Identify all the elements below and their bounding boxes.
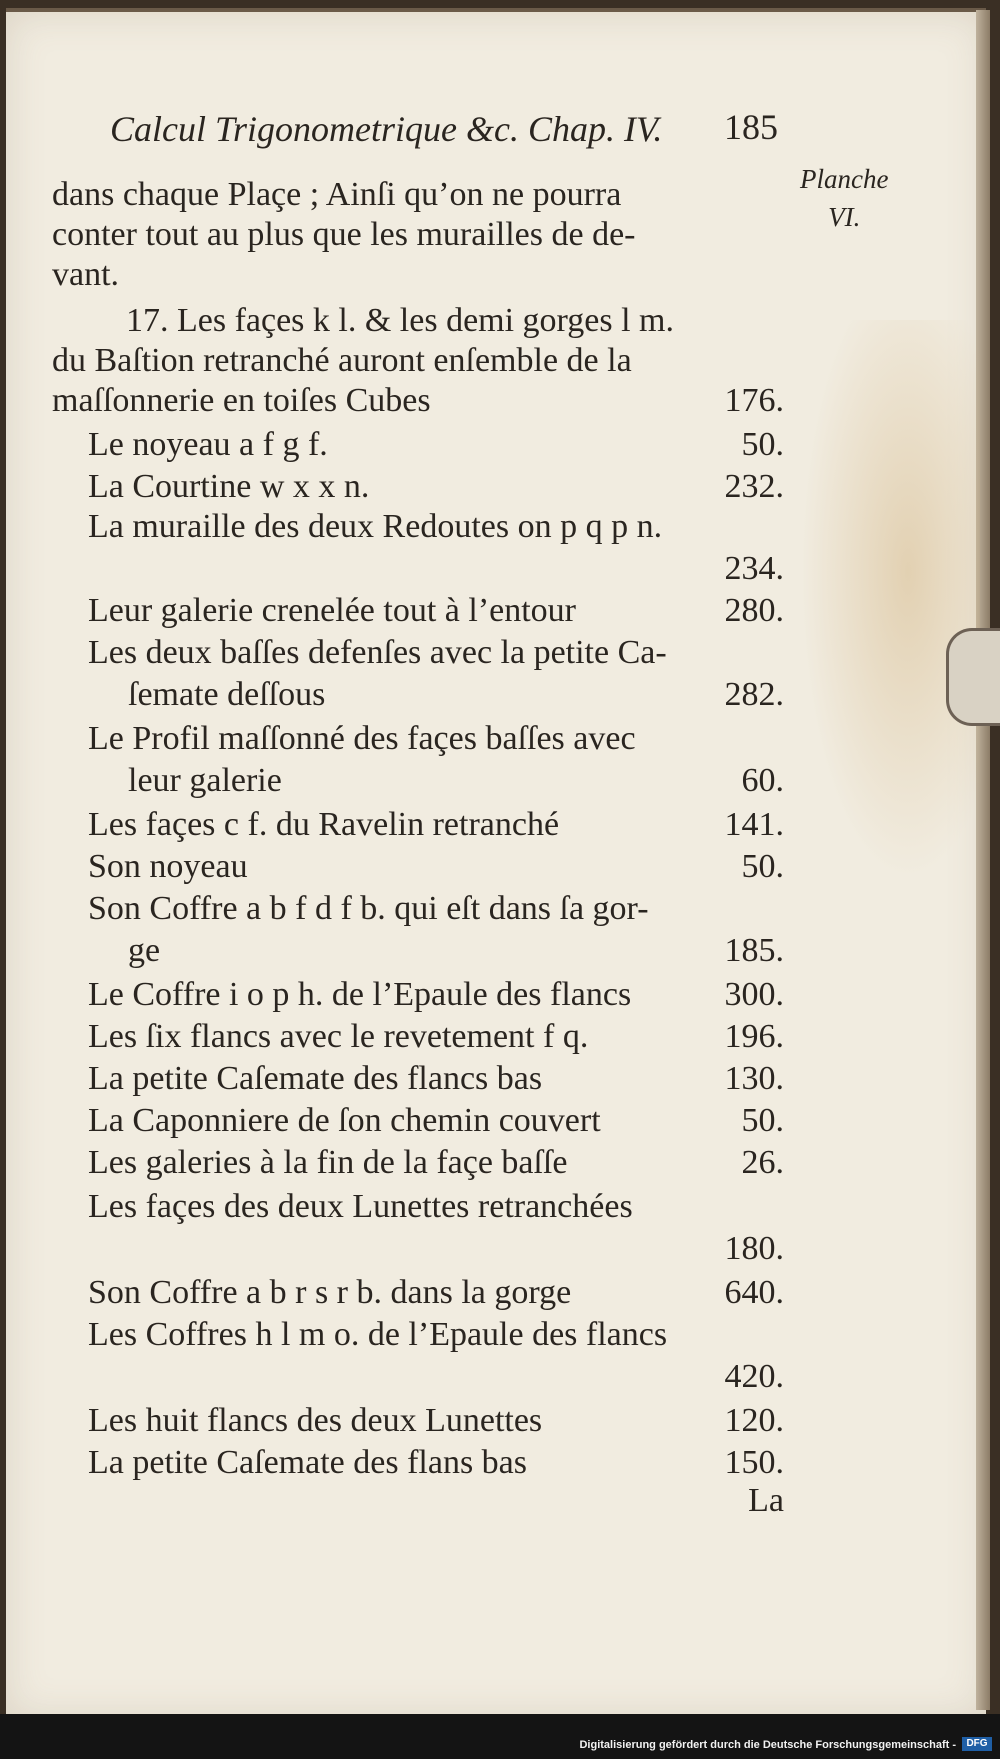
entry-label: La petite Caſemate des flancs bas (88, 1060, 543, 1097)
dfg-logo: DFG (962, 1737, 992, 1751)
list-item (88, 1058, 784, 1100)
entry-value: 232. (724, 468, 784, 505)
list-item (88, 1186, 784, 1228)
entry-label: Les deux baſſes defenſes avec la petite Ca- (88, 634, 667, 671)
entry-value: 640. (724, 1274, 784, 1311)
list-item (128, 930, 784, 972)
list-item (88, 1400, 784, 1442)
entry-label: Son Coffre a b r s r b. dans la gorge (88, 1274, 572, 1311)
entry-label: La Caponniere de ſon chemin couvert (88, 1102, 601, 1139)
entry-value: 50. (741, 426, 784, 463)
list-item (88, 424, 784, 466)
digitization-credit: Digitalisierung gefördert durch die Deutsche Forschungsgemeinschaft - (579, 1739, 956, 1751)
entry-value: 26. (741, 1144, 784, 1181)
entry-value: 150. (724, 1444, 784, 1481)
list-item (88, 466, 784, 508)
text-line: vant. (52, 256, 120, 293)
entry-label: Son Coffre a b f d f b. qui eſt dans ſa gor- (88, 890, 649, 927)
list-item (88, 1356, 784, 1398)
page-number: 185 (724, 107, 778, 147)
text-line: du Baſtion retranché auront enſemble de la (52, 342, 632, 379)
list-item (88, 632, 784, 674)
paper-stain (800, 320, 980, 880)
list-item (88, 718, 784, 760)
list-item (88, 888, 784, 930)
list-item (88, 804, 784, 846)
entry-label: maſſonnerie en toiſes Cubes (52, 382, 431, 419)
list-item (52, 380, 784, 422)
text-line: conter tout au plus que les murailles de de- (52, 216, 636, 253)
list-item (88, 590, 784, 632)
entry-value: 280. (724, 592, 784, 629)
entry-label: La petite Caſemate des flans bas (88, 1444, 527, 1481)
entry-value: 60. (741, 762, 784, 799)
running-title: Calcul Trigonometrique &c. Chap. IV. (110, 109, 663, 149)
list-item (88, 1016, 784, 1058)
catchword: La (748, 1482, 784, 1519)
entry-label: leur galerie (128, 762, 282, 799)
entry-value: 185. (724, 932, 784, 969)
entry-label: Les ſix flancs avec le revetement f q. (88, 1018, 589, 1055)
entry-value: 50. (741, 848, 784, 885)
entry-value: 420. (724, 1358, 784, 1395)
entry-label: Les huit flancs des deux Lunettes (88, 1402, 543, 1439)
entry-value: 130. (724, 1060, 784, 1097)
entry-label: Les façes c f. du Ravelin retranché (88, 806, 560, 843)
entry-label: Le noyeau a f g f. (88, 426, 328, 463)
list-item (88, 1314, 784, 1356)
margin-note-line1: Planche (800, 164, 889, 194)
entry-value: 300. (724, 976, 784, 1013)
entry-label: ſemate deſſous (128, 676, 326, 713)
entry-label: Les façes des deux Lunettes retranchées (88, 1188, 633, 1225)
list-item (88, 1100, 784, 1142)
entry-label: ge (128, 932, 161, 969)
entry-label: Les galeries à la fin de la façe baſſe (88, 1144, 568, 1181)
entry-value: 180. (724, 1230, 784, 1267)
list-item (88, 846, 784, 888)
list-item (88, 1142, 784, 1184)
entry-label: Le Profil maſſonné des façes baſſes avec (88, 720, 636, 757)
entry-value: 196. (724, 1018, 784, 1055)
entry-value: 282. (724, 676, 784, 713)
list-item (88, 1272, 784, 1314)
entry-label: Les Coffres h l m o. de l’Epaule des flancs (88, 1316, 668, 1353)
margin-note-line2: VI. (828, 202, 861, 232)
list-item (88, 1442, 784, 1484)
scan-footer-bar (0, 1714, 1000, 1759)
margin-note (800, 160, 888, 236)
entry-value: 176. (724, 382, 784, 419)
text-line: dans chaque Plaçe ; Ainſi qu’on ne pourra (52, 176, 622, 213)
entry-label: Le Coffre i o p h. de l’Epaule des flancs (88, 976, 632, 1013)
list-item (128, 760, 784, 802)
text-line: 17. Les façes k l. & les demi gorges l m. (126, 302, 674, 339)
list-item (88, 506, 784, 548)
list-item (88, 1228, 784, 1270)
entry-label: La muraille des deux Redoutes on p q p n. (88, 508, 663, 545)
entry-value: 120. (724, 1402, 784, 1439)
entry-label: La Courtine w x x n. (88, 468, 370, 505)
list-item (88, 974, 784, 1016)
entry-value: 234. (724, 550, 784, 587)
entry-label: Son noyeau (88, 848, 248, 885)
entry-label: Leur galerie crenelée tout à l’entour (88, 592, 577, 629)
list-item (88, 548, 784, 590)
entry-value: 141. (724, 806, 784, 843)
list-item (128, 674, 784, 716)
page-tab (946, 628, 1000, 726)
entry-value: 50. (741, 1102, 784, 1139)
